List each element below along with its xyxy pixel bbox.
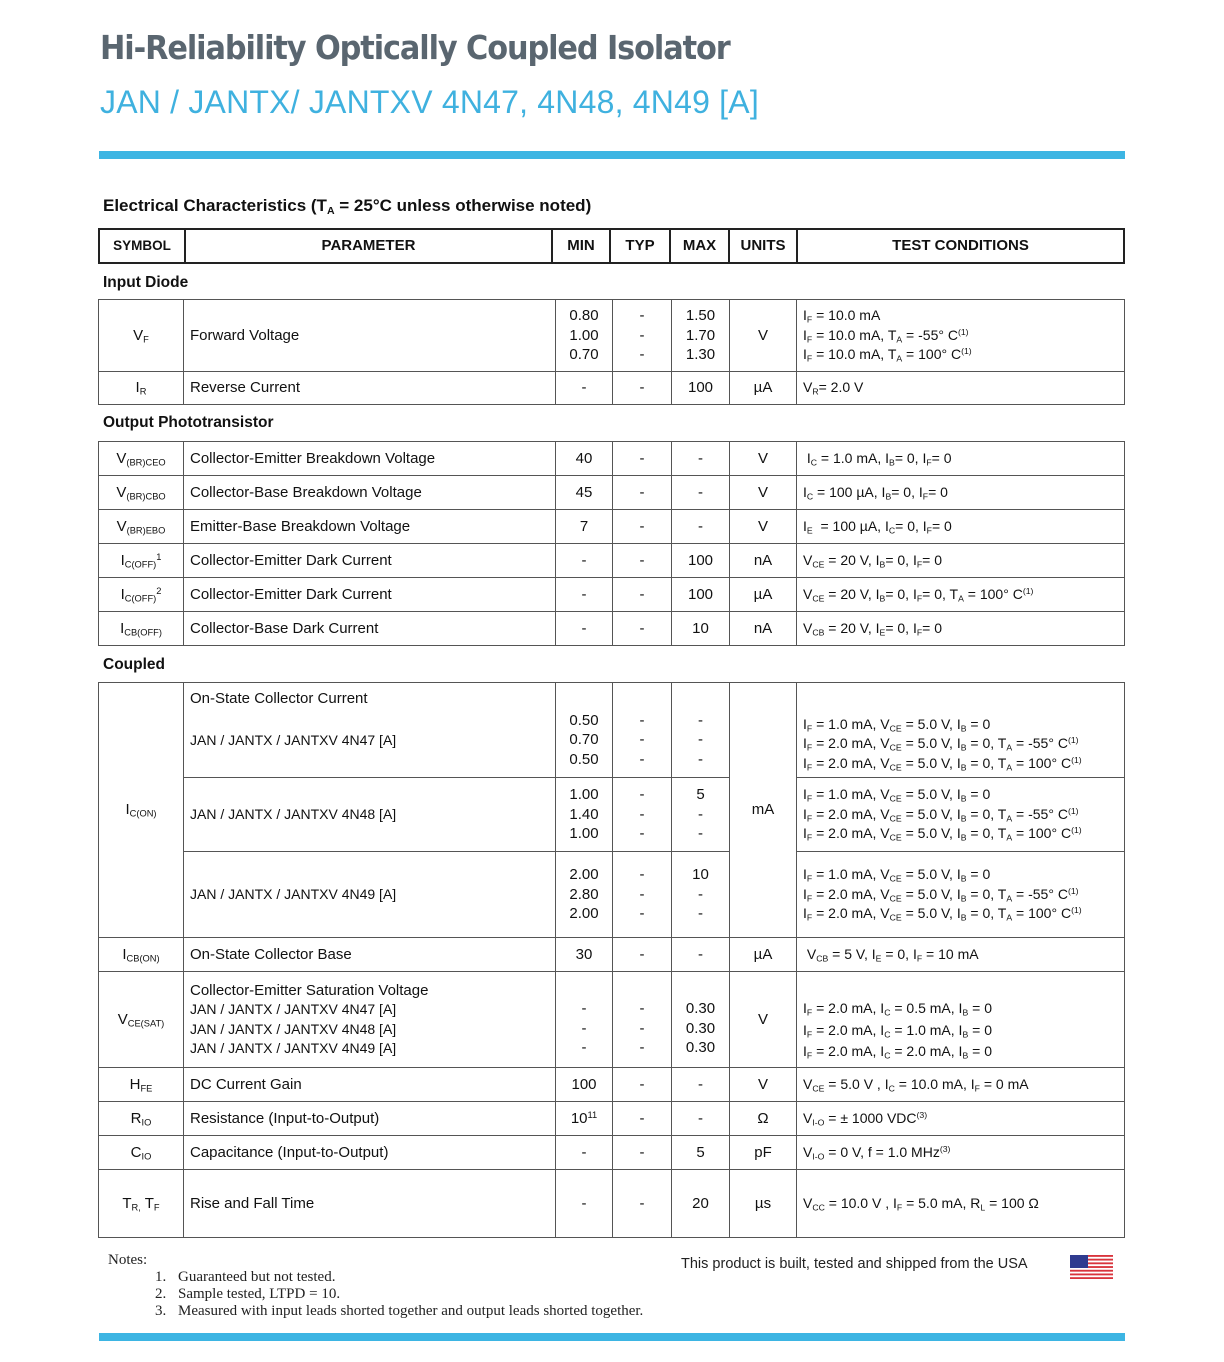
typ-cell: - (613, 938, 672, 972)
max-cell: - (672, 1102, 730, 1136)
conditions-cell: $V_{CE} = 5.0$ V , $I_C = 10.0$ mA, $I_F = 0$ mA (797, 1068, 1125, 1102)
conditions-cell: $I_F = 1.0$ mA, $V_{CE} = 5.0$ V, $I_B = 0$ $I_F = 2.0$ mA, $V_{CE} = 5.0$ V, $I_B = 0$, $T_A = -55^\circ$ $C^{(1)}$ $I_F = 2.0$ mA, $V_{CE} = 5.0$ V, $I_B = 0$, $T_A = 100^\circ$ $C^{(1)}$ (797, 683, 1125, 778)
notes-list (108, 1269, 643, 1320)
table-row (99, 1136, 1125, 1170)
min-cell: $10^{11}$ (556, 1102, 613, 1136)
heading-text: Electrical Characteristics (T (103, 196, 327, 215)
header-divider (99, 151, 1125, 159)
typ-cell: - (613, 1170, 672, 1238)
col-units: UNITS (729, 229, 797, 263)
note-item: 2. Sample tested, LTPD = 10. (170, 1286, 643, 1303)
table-row (99, 442, 1125, 476)
footer-divider (99, 1333, 1125, 1341)
max-cell: 100 (672, 544, 730, 578)
typ-cell: - (613, 476, 672, 510)
col-max: MAX (670, 229, 729, 263)
table-row (99, 1170, 1125, 1238)
parameter-cell: Collector-Base Breakdown Voltage (184, 476, 556, 510)
min-cell: - (556, 1170, 613, 1238)
units-cell: V (730, 510, 797, 544)
symbol-cell: $V_{(BR)CEO}$ (99, 442, 184, 476)
typ-cell: - - - (613, 300, 672, 372)
min-cell: 100 (556, 1068, 613, 1102)
conditions-cell: $I_F = 10.0$ mA $I_F = 10.0$ mA, $T_A = -55^\circ$ $C^{(1)}$ $I_F = 10.0$ mA, $T_A = 100^\circ$ $C^{(1)}$ (797, 300, 1125, 372)
max-cell: 5 (672, 1136, 730, 1170)
min-cell: 45 (556, 476, 613, 510)
output-phototransistor-table (98, 441, 1125, 646)
units-cell: µA (730, 938, 797, 972)
table-row (99, 852, 1125, 938)
table-row (99, 1068, 1125, 1102)
max-cell: 100 (672, 372, 730, 405)
col-parameter: PARAMETER (185, 229, 552, 263)
units-cell: pF (730, 1136, 797, 1170)
typ-cell: - (613, 1102, 672, 1136)
table-row (99, 300, 1125, 372)
units-cell: µA (730, 578, 797, 612)
max-cell: 20 (672, 1170, 730, 1238)
us-flag-icon (1070, 1255, 1113, 1279)
parameter-cell: Reverse Current (184, 372, 556, 405)
max-cell: 5 - - (672, 778, 730, 852)
typ-cell: - (613, 442, 672, 476)
note-item: 3. Measured with input leads shorted together and output leads shorted together. (170, 1303, 643, 1320)
typ-cell: - - - (613, 972, 672, 1068)
parameter-cell: Rise and Fall Time (184, 1170, 556, 1238)
parameter-cell: JAN / JANTX / JANTXV 4N48 [A] (184, 778, 556, 852)
units-cell: nA (730, 544, 797, 578)
units-cell: V (730, 476, 797, 510)
typ-cell: - (613, 578, 672, 612)
heading-text-end: = 25°C unless otherwise noted) (334, 196, 592, 215)
units-cell: µA (730, 372, 797, 405)
conditions-cell: $V_{CC} = 10.0$ V , $I_F = 5.0$ mA, $R_L = 100$ Ω (797, 1170, 1125, 1238)
document-subtitle: JAN / JANTX/ JANTXV 4N47, 4N48, 4N49 [A] (100, 84, 759, 120)
typ-cell: - (613, 544, 672, 578)
parameter-cell: Resistance (Input-to-Output) (184, 1102, 556, 1136)
symbol-cell: $I_{C(ON)}$ (99, 683, 184, 938)
table-row (99, 778, 1125, 852)
parameter-cell: Capacitance (Input-to-Output) (184, 1136, 556, 1170)
units-cell: V (730, 442, 797, 476)
table-row (99, 1102, 1125, 1136)
conditions-cell: $I_C = 100$ µA, $I_B= 0$, $I_F= 0$ (797, 476, 1125, 510)
typ-cell: - (613, 612, 672, 646)
group-output-phototransistor: Output Phototransistor (103, 414, 274, 431)
group-input-diode: Input Diode (103, 274, 189, 291)
symbol-cell: $C_{IO}$ (99, 1136, 184, 1170)
symbol-cell: $I_{C(OFF)}^2$ (99, 578, 184, 612)
min-cell: 7 (556, 510, 613, 544)
symbol-cell: $V_{(BR)CBO}$ (99, 476, 184, 510)
min-cell: - (556, 372, 613, 405)
units-cell: V (730, 300, 797, 372)
max-cell: - - - (672, 683, 730, 778)
col-conditions: TEST CONDITIONS (797, 229, 1124, 263)
max-cell: 100 (672, 578, 730, 612)
parameter-cell: Collector-Emitter Breakdown Voltage (184, 442, 556, 476)
min-cell: - (556, 578, 613, 612)
section-heading (103, 196, 591, 216)
max-cell: - (672, 938, 730, 972)
symbol-cell: $V_{(BR)EBO}$ (99, 510, 184, 544)
parameter-cell: Collector-Emitter Dark Current (184, 578, 556, 612)
max-cell: - (672, 1068, 730, 1102)
typ-cell: - - - (613, 778, 672, 852)
origin-statement: This product is built, tested and shipped from the USA (681, 1256, 1028, 1272)
parameter-cell: JAN / JANTX / JANTXV 4N49 [A] (184, 852, 556, 938)
min-cell: - (556, 612, 613, 646)
min-cell: 0.50 0.70 0.50 (556, 683, 613, 778)
heading-sub: A (326, 204, 335, 217)
parameter-cell: On-State Collector Current JAN / JANTX / JANTXV 4N47 [A] (184, 683, 556, 778)
conditions-cell: $V_{CE} = 20$ V, $I_B= 0$, $I_F= 0$, $T_A = 100^\circ$ $C^{(1)}$ (797, 578, 1125, 612)
table-row (99, 372, 1125, 405)
conditions-cell: $V_{I-O}$ = ± 1000 VDC$^{(3)}$ (797, 1102, 1125, 1136)
symbol-cell: $H_{FE}$ (99, 1068, 184, 1102)
conditions-cell: $I_C = 1.0$ mA, $I_B= 0$, $I_F= 0$ (797, 442, 1125, 476)
min-cell: - (556, 544, 613, 578)
max-cell: - (672, 442, 730, 476)
max-cell: 10 (672, 612, 730, 646)
typ-cell: - (613, 372, 672, 405)
table-row (99, 972, 1125, 1068)
parameter-cell: Forward Voltage (184, 300, 556, 372)
note-item: 1. Guaranteed but not tested. (170, 1269, 643, 1286)
units-cell: nA (730, 612, 797, 646)
parameter-cell: Collector-Emitter Dark Current (184, 544, 556, 578)
parameter-cell: Emitter-Base Breakdown Voltage (184, 510, 556, 544)
min-cell: 30 (556, 938, 613, 972)
min-cell: 2.00 2.80 2.00 (556, 852, 613, 938)
symbol-cell: $T_{R,}$ $T_F$ (99, 1170, 184, 1238)
units-cell: mA (730, 683, 797, 938)
conditions-cell: $V_{CB} = 20$ V, $I_E= 0$, $I_F= 0$ (797, 612, 1125, 646)
min-cell: - - - (556, 972, 613, 1068)
conditions-cell: $V_{CB} = 5$ V, $I_E = 0$, $I_F = 10$ mA (797, 938, 1125, 972)
col-symbol: SYMBOL (99, 229, 185, 263)
conditions-cell: $I_F = 1.0$ mA, $V_{CE} = 5.0$ V, $I_B = 0$ $I_F = 2.0$ mA, $V_{CE} = 5.0$ V, $I_B = 0$, $T_A = -55^\circ$ $C^{(1)}$ $I_F = 2.0$ mA, $V_{CE} = 5.0$ V, $I_B = 0$, $T_A = 100^\circ$ $C^{(1)}$ (797, 852, 1125, 938)
parameter-cell: On-State Collector Base (184, 938, 556, 972)
table-row (99, 510, 1125, 544)
conditions-cell: $V_R= 2.0$ V (797, 372, 1125, 405)
symbol-cell: $I_{CB(OFF)}$ (99, 612, 184, 646)
max-cell: 10 - - (672, 852, 730, 938)
typ-cell: - (613, 1068, 672, 1102)
typ-cell: - (613, 1136, 672, 1170)
col-typ: TYP (610, 229, 670, 263)
typ-cell: - - - (613, 852, 672, 938)
table-row (99, 578, 1125, 612)
parameter-cell: Collector-Base Dark Current (184, 612, 556, 646)
typ-cell: - (613, 510, 672, 544)
col-min: MIN (552, 229, 610, 263)
min-cell: 0.80 1.00 0.70 (556, 300, 613, 372)
parameter-cell: Collector-Emitter Saturation Voltage JAN / JANTX / JANTXV 4N47 [A] JAN / JANTX / JANTXV 4N48 [A] JAN / JANTX / JANTXV 4N49 [A] (184, 972, 556, 1068)
table-row (99, 476, 1125, 510)
symbol-cell: $I_R$ (99, 372, 184, 405)
min-cell: 40 (556, 442, 613, 476)
column-header-table (98, 228, 1125, 264)
table-row (99, 938, 1125, 972)
symbol-cell: $I_{CB(ON)}$ (99, 938, 184, 972)
units-cell: µs (730, 1170, 797, 1238)
input-diode-table (98, 299, 1125, 405)
group-coupled: Coupled (103, 656, 165, 673)
conditions-cell: $I_F = 2.0$ mA, $I_C = 0.5$ mA, $I_B = 0$ $I_F = 2.0$ mA, $I_C = 1.0$ mA, $I_B = 0$ $I_F = 2.0$ mA, $I_C = 2.0$ mA, $I_B = 0$ (797, 972, 1125, 1068)
table-row (99, 544, 1125, 578)
max-cell: 0.30 0.30 0.30 (672, 972, 730, 1068)
units-cell: V (730, 1068, 797, 1102)
max-cell: 1.50 1.70 1.30 (672, 300, 730, 372)
document-title: Hi-Reliability Optically Coupled Isolator (100, 28, 730, 67)
max-cell: - (672, 510, 730, 544)
symbol-cell: $V_F$ (99, 300, 184, 372)
units-cell: V (730, 972, 797, 1068)
table-row (99, 612, 1125, 646)
table-row (99, 683, 1125, 778)
min-cell: 1.00 1.40 1.00 (556, 778, 613, 852)
coupled-table (98, 682, 1125, 1238)
units-cell: Ω (730, 1102, 797, 1136)
conditions-cell: $V_{CE} = 20$ V, $I_B= 0$, $I_F= 0$ (797, 544, 1125, 578)
typ-cell: - - - (613, 683, 672, 778)
max-cell: - (672, 476, 730, 510)
notes-label: Notes: (108, 1252, 148, 1268)
conditions-cell: $V_{I-O} = 0$ V, f = 1.0 MHz$^{(3)}$ (797, 1136, 1125, 1170)
notes (108, 1252, 643, 1320)
conditions-cell: $I_E = 100$ µA, $I_C= 0$, $I_F= 0$ (797, 510, 1125, 544)
symbol-cell: $I_{C(OFF)}^1$ (99, 544, 184, 578)
conditions-cell: $I_F = 1.0$ mA, $V_{CE} = 5.0$ V, $I_B = 0$ $I_F = 2.0$ mA, $V_{CE} = 5.0$ V, $I_B = 0$, $T_A = -55^\circ$ $C^{(1)}$ $I_F = 2.0$ mA, $V_{CE} = 5.0$ V, $I_B = 0$, $T_A = 100^\circ$ $C^{(1)}$ (797, 778, 1125, 852)
parameter-cell: DC Current Gain (184, 1068, 556, 1102)
symbol-cell: $V_{CE(SAT)}$ (99, 972, 184, 1068)
min-cell: - (556, 1136, 613, 1170)
symbol-cell: $R_{IO}$ (99, 1102, 184, 1136)
